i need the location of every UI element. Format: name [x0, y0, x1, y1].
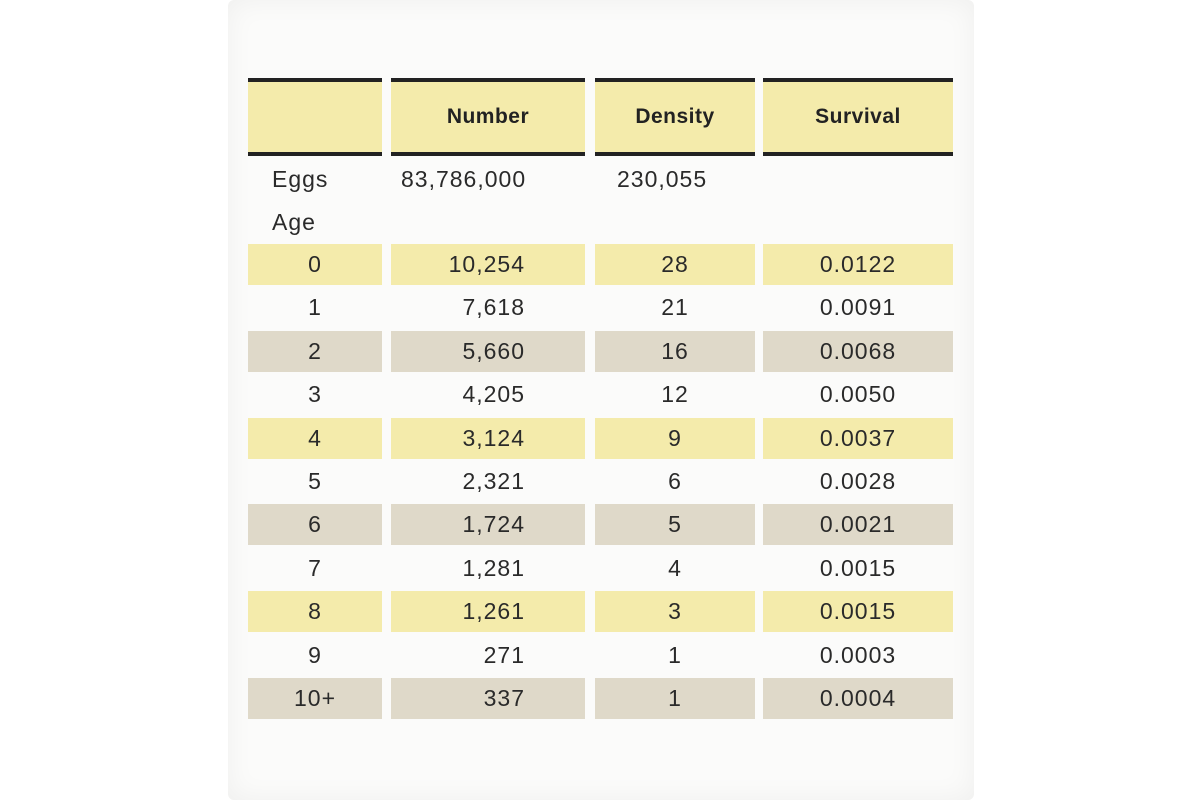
row-4-number: 3,124 — [391, 418, 585, 459]
row-5-number: 2,321 — [462, 468, 525, 494]
row-7-survival: 0.0015 — [819, 554, 897, 581]
row-7-density: 4 — [668, 554, 682, 581]
row-9-number: 271 — [483, 641, 525, 668]
row-3-survival: 0.0050 — [819, 381, 897, 408]
row-6-survival: 0.0021 — [763, 504, 953, 545]
row-2-density: 16 — [595, 331, 755, 372]
row-0-density: 28 — [595, 244, 755, 285]
row-3-number: 4,205 — [462, 381, 525, 408]
row-8-density: 3 — [595, 591, 755, 632]
header-cell-number: Number — [391, 78, 585, 156]
row-1-density: 21 — [661, 294, 689, 321]
row-4-survival: 0.0037 — [763, 418, 953, 459]
row-3-age: 3 — [308, 381, 322, 408]
row-9-age: 9 — [308, 641, 322, 668]
eggs-label: Eggs — [272, 166, 329, 192]
row-0-age: 0 — [248, 244, 382, 285]
row-9-density: 1 — [668, 641, 682, 668]
row-10-survival: 0.0004 — [763, 678, 953, 719]
row-1-age: 1 — [308, 294, 322, 321]
row-2-age: 2 — [248, 331, 382, 372]
row-2-survival: 0.0068 — [763, 331, 953, 372]
header-cell-survival: Survival — [763, 78, 953, 156]
age-label: Age — [272, 209, 316, 235]
row-1-survival: 0.0091 — [819, 294, 897, 321]
row-1-number: 7,618 — [462, 294, 525, 321]
row-10-number: 337 — [391, 678, 585, 719]
row-7-number: 1,281 — [462, 554, 525, 581]
row-9-survival: 0.0003 — [819, 641, 897, 668]
row-2-number: 5,660 — [391, 331, 585, 372]
row-6-density: 5 — [595, 504, 755, 545]
row-5-survival: 0.0028 — [819, 468, 897, 494]
row-5-age: 5 — [308, 468, 322, 494]
row-10-age: 10+ — [248, 678, 382, 719]
row-0-number: 10,254 — [391, 244, 585, 285]
row-8-age: 8 — [248, 591, 382, 632]
eggs-number: 83,786,000 — [401, 166, 527, 192]
header-cell-blank — [248, 78, 382, 156]
row-7-age: 7 — [308, 554, 322, 581]
row-0-survival: 0.0122 — [763, 244, 953, 285]
eggs-density: 230,055 — [617, 166, 708, 192]
row-5-density: 6 — [668, 468, 682, 494]
row-10-density: 1 — [595, 678, 755, 719]
header-cell-density: Density — [595, 78, 755, 156]
row-8-survival: 0.0015 — [763, 591, 953, 632]
row-4-age: 4 — [248, 418, 382, 459]
row-8-number: 1,261 — [391, 591, 585, 632]
row-6-number: 1,724 — [391, 504, 585, 545]
row-3-density: 12 — [661, 381, 689, 408]
row-6-age: 6 — [248, 504, 382, 545]
row-4-density: 9 — [595, 418, 755, 459]
